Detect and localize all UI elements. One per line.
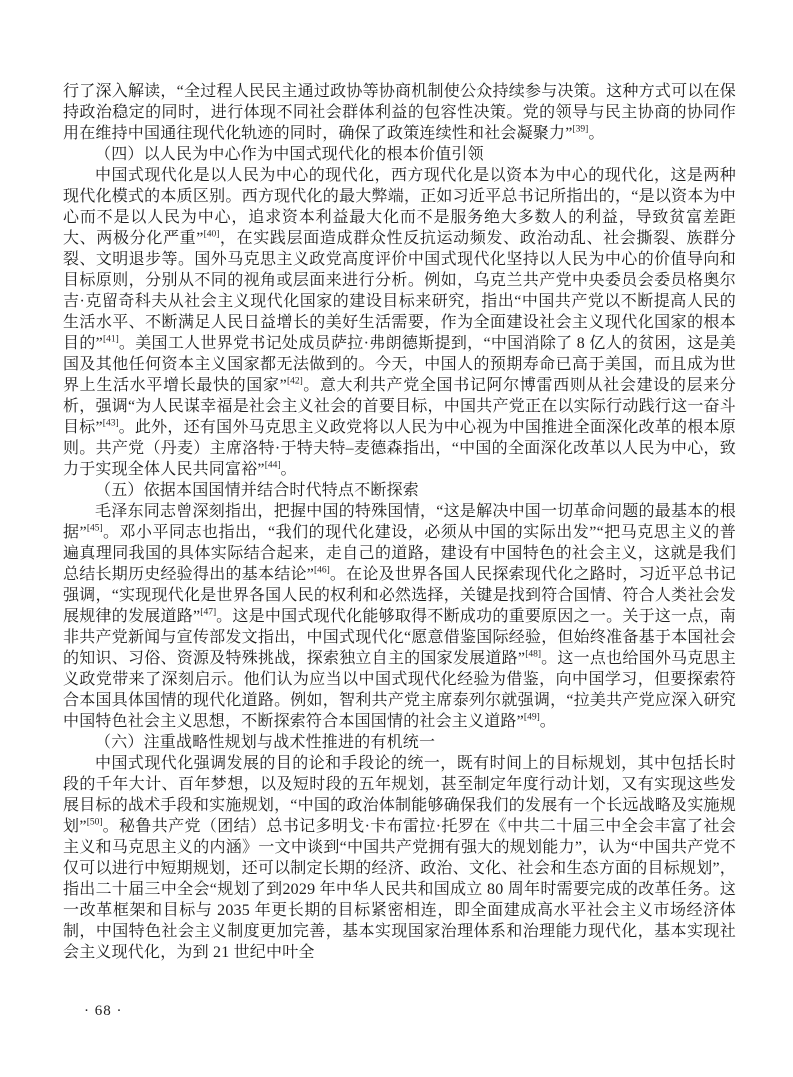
page-body-text [63, 81, 736, 963]
citation-ref: [49] [523, 712, 540, 723]
citation-ref: [40] [203, 229, 220, 240]
section-heading-5: （五）依据本国国情并结合时代特点不断探索 [95, 482, 420, 499]
citation-ref: [47] [200, 607, 217, 618]
body-text-continuation: 行了深入解读，“全过程人民民主通过政协等协商机制使公众持续参与决策。这种方式可以在保持政治稳定的同时，进行体现不同社会群体利益的包容性决策。党的领导与民主协商的协同作用在维持中国通往现代化轨迹的同时，确保了政策连续性和社会凝聚力”[39]。 [63, 83, 736, 142]
section-heading-4: （四）以人民为中心作为中国式现代化的根本价值引领 [95, 146, 484, 163]
citation-ref: [42] [286, 376, 303, 387]
citation-ref: [46] [314, 565, 330, 576]
section-heading-6: （六）注重战略性规划与战术性推进的有机统一 [95, 734, 436, 751]
citation-ref: [45] [86, 523, 103, 534]
citation-ref: [44] [264, 460, 281, 471]
citation-ref: [48] [525, 649, 542, 660]
body-paragraph-6: 中国式现代化强调发展的目的论和手段论的统一，既有时间上的目标规划，其中包括长时段的千年大计、百年梦想，以及短时段的五年规划，甚至制定年度行动计划，又有实现这些发展目标的战术手段和实施规划，“中国的政治体制能够确保我们的发展有一个长远战略及实施规划”[50]。秘鲁共产党（团结）总书记多明戈·卡布雷拉·托罗在《中共二十届三中全会丰富了社会主义和马克思主义的内涵》一文中谈到“中国共产党拥有强大的规划能力”，认为“中国共产党不仅可以进行中短期规划，还可以制定长期的经济、政治、文化、社会和生态方面的目标规划”，指出二十届三中全会“规划了到2029 年中华人民共和国成立 80 周年时需要完成的改革任务。这一改革框架和目标与 2035 年更长期的目标紧密相连，即全面建成高水平社会主义市场经济体制，中国特色社会主义制度更加完善，基本实现国家治理体系和治理能力现代化，基本实现社会主义现代化，为到 21 世纪中叶全 [63, 755, 736, 961]
body-paragraph-4: 中国式现代化是以人民为中心的现代化，西方现代化是以资本为中心的现代化，这是两种现代化模式的本质区别。西方现代化的最大弊端，正如习近平总书记所指出的，“是以资本为中心而不是以人民为中心，追求资本利益最大化而不是服务绝大多数人的利益，导致贫富差距大、两极分化严重”[40]，在实践层面造成群众性反抗运动频发、政治动乱、社会撕裂、族群分裂、文明退步等。国外马克思主义政党高度评价中国式现代化坚持以人民为中心的价值导向和目标原则，分别从不同的视角或层面来进行分析。例如，乌克兰共产党中央委员会委员格奥尔吉·克留奇科夫从社会主义现代化国家的建设目标来研究，指出“中国共产党以不断提高人民的生活水平、不断满足人民日益增长的美好生活需要，作为全面建设社会主义现代化国家的根本目的”[41]。美国工人世界党书记处成员萨拉·弗朗德斯提到，“中国消除了 8 亿人的贫困，这是美国及其他任何资本主义国家都无法做到的。今天，中国人的预期寿命已高于美国，而且成为世界上生活水平增长最快的国家”[42]。意大利共产党全国书记阿尔博雷西则从社会建设的层来分析，强调“为人民谋幸福是社会主义社会的首要目标，中国共产党正在以实际行动践行这一奋斗目标”[43]。此外，还有国外马克思主义政党将以人民为中心视为中国推进全面深化改革的根本原则。共产党（丹麦）主席洛特·于特夫特–麦德森指出，“中国的全面深化改革以人民为中心，致力于实现全体人民共同富裕”[44]。 [63, 167, 737, 478]
citation-ref: [43] [102, 418, 119, 429]
citation-ref: [41] [102, 334, 119, 345]
body-paragraph-5: 毛泽东同志曾深刻指出，把握中国的特殊国情，“这是解决中国一切革命问题的最基本的根据”[45]。邓小平同志也指出，“我们的现代化建设，必须从中国的实际出发”“把马克思主义的普遍真理同我国的具体实际结合起来，走自己的道路，建设有中国特色的社会主义，这就是我们总结长期历史经验得出的基本结论”[46]。在论及世界各国人民探索现代化之路时，习近平总书记强调，“实现现代化是世界各国人民的权利和必然选择，关键是找到符合国情、符合人类社会发展规律的发展道路”[47]。这是中国式现代化能够取得不断成功的重要原因之一。关于这一点，南非共产党新闻与宣传部发文指出，中国式现代化“愿意借鉴国际经验，但始终准备基于本国社会的知识、习俗、资源及特殊挑战，探索独立自主的国家发展道路”[48]。这一点也给国外马克思主义政党带来了深刻启示。他们认为应当以中国式现代化经验为借鉴，向中国学习，但要探索符合本国具体国情的现代化道路。例如，智利共产党主席泰列尔就强调，“拉美共产党应深入研究中国特色社会主义思想，不断探索符合本国国情的社会主义道路”[49]。 [63, 503, 737, 730]
citation-ref: [50] [86, 817, 103, 828]
page-number: · 68 · [84, 1003, 123, 1019]
citation-ref: [39] [572, 124, 589, 135]
